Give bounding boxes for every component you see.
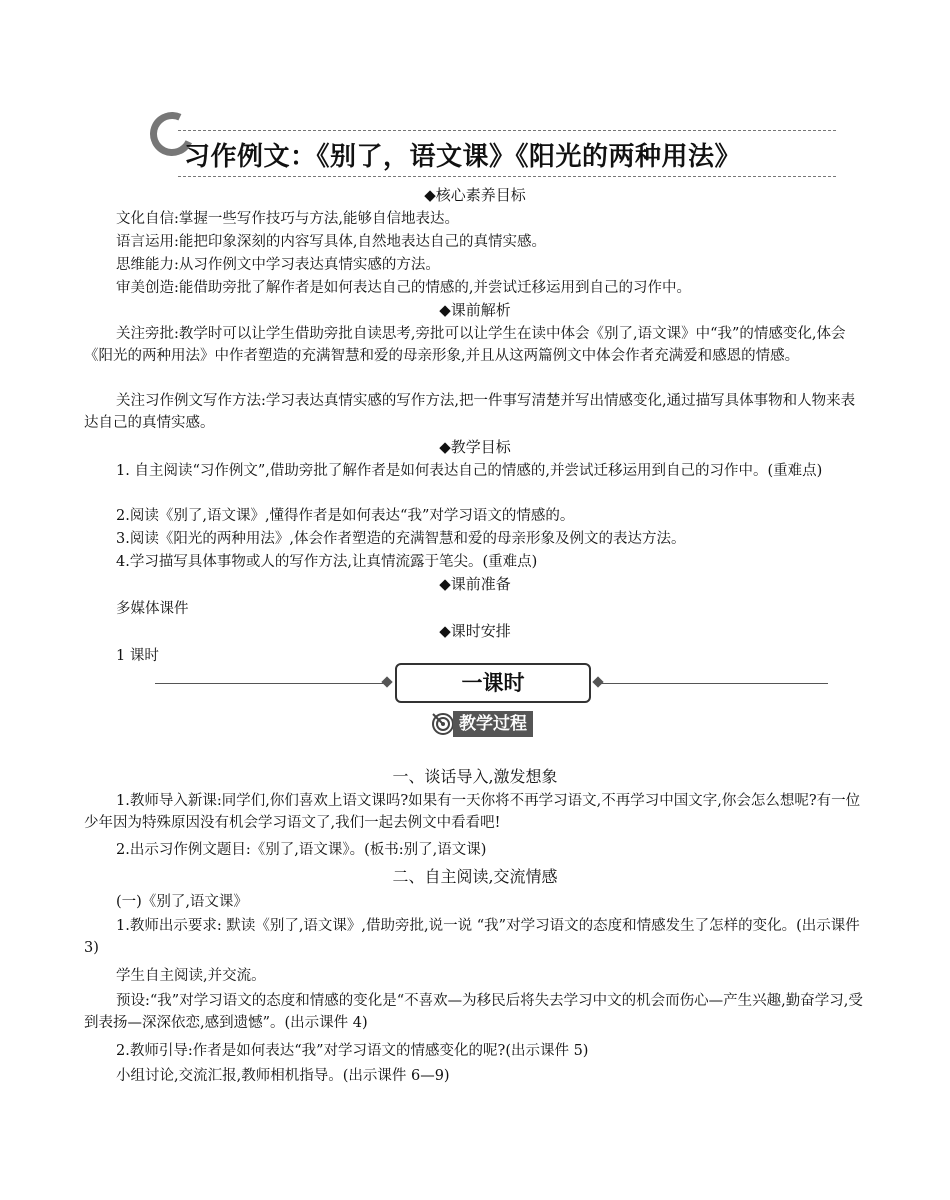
title-bottom-divider [178, 176, 836, 177]
preview-paragraph: 关注习作例文写作方法:学习表达真情实感的写作方法,把一件事写清楚并写出情感变化,通过描写具体事物和人物来表达自己的真情实感。 [84, 393, 856, 431]
part-heading: 二、自主阅读,交流情感 [392, 867, 558, 886]
sub-heading: (一)《别了,语文课》 [116, 894, 248, 910]
teaching-goal-item: 4.学习描写具体事物或人的写作方法,让真情流露于笔尖。(重难点) [116, 554, 538, 570]
teaching-goal-item: 3.阅读《阳光的两种用法》,体会作者塑造的充满智慧和爱的母亲形象及例文的表达方法。 [116, 531, 686, 547]
teaching-goal-item: 2.阅读《别了,语文课》,懂得作者是如何表达“我”对学习语文的情感的。 [116, 508, 575, 524]
core-goal-item: 文化自信:掌握一些写作技巧与方法,能够自信地表达。 [116, 211, 459, 227]
title-banner [150, 108, 836, 182]
part-heading: 一、谈话导入,激发想象 [392, 767, 558, 786]
process-item: 1.教师导入新课:同学们,你们喜欢上语文课吗?如果有一天你将不再学习语文,不再学习中国文字,你会怎么想呢?有一位少年因为特殊原因没有机会学习语文了,我们一起去例文中看看吧! [84, 793, 861, 831]
preparation-text: 多媒体课件 [116, 601, 189, 617]
title-top-divider [178, 130, 836, 131]
section-heading-core-goals: ◆核心素养目标 [424, 186, 526, 204]
process-badge [431, 711, 533, 737]
section-heading-schedule: ◆课时安排 [439, 622, 511, 640]
section-heading-preview: ◆课前解析 [439, 301, 511, 319]
process-label: 教学过程 [453, 711, 533, 737]
preview-paragraph: 关注旁批:教学时可以让学生借助旁批自读思考,旁批可以让学生在读中体会《别了,语文课》中“我”的情感变化,体会《阳光的两种用法》中作者塑造的充满智慧和爱的母亲形象,并且从这两篇例文中体会作者充满爱和感恩的情感。 [84, 326, 846, 364]
section-heading-teaching-goals: ◆教学目标 [439, 438, 511, 456]
process-item: 小组讨论,交流汇报,教师相机指导。(出示课件 6—9) [116, 1068, 450, 1084]
lesson-label: 一课时 [395, 663, 591, 703]
process-item: 2.教师引导:作者是如何表达“我”对学习语文的情感变化的呢?(出示课件 5) [116, 1043, 589, 1059]
core-goal-item: 思维能力:从习作例文中学习表达真情实感的方法。 [116, 257, 440, 273]
target-icon [431, 712, 455, 736]
process-item: 预设:“我”对学习语文的态度和情感的变化是“不喜欢—为移民后将失去学习中文的机会而伤心—产生兴趣,勤奋学习,受到表扬—深深依恋,感到遗憾”。(出示课件 4) [84, 993, 863, 1031]
section-heading-preparation: ◆课前准备 [439, 575, 511, 593]
lesson-divider-left [155, 683, 387, 684]
process-item: 2.出示习作例文题目:《别了,语文课》。(板书:别了,语文课) [116, 842, 487, 858]
diamond-icon [592, 676, 603, 687]
process-item: 1.教师出示要求: 默读《别了,语文课》,借助旁批,说一说 “我”对学习语文的态度和情感发生了怎样的变化。(出示课件 3) [84, 918, 860, 956]
diamond-icon [381, 676, 392, 687]
teaching-goal-item: 1. 自主阅读“习作例文”,借助旁批了解作者是如何表达自己的情感的,并尝试迁移运用到自己的习作中。(重难点) [116, 463, 823, 479]
process-item: 学生自主阅读,并交流。 [116, 968, 266, 984]
page-title: 习作例文：《别了，语文课》《阳光的两种用法》 [184, 142, 742, 172]
core-goal-item: 审美创造:能借助旁批了解作者是如何表达自己的情感的,并尝试迁移运用到自己的习作中。 [116, 280, 691, 296]
schedule-text: 1 课时 [116, 648, 159, 664]
core-goal-item: 语言运用:能把印象深刻的内容写具体,自然地表达自己的真情实感。 [116, 234, 546, 250]
lesson-divider-right [598, 683, 828, 684]
